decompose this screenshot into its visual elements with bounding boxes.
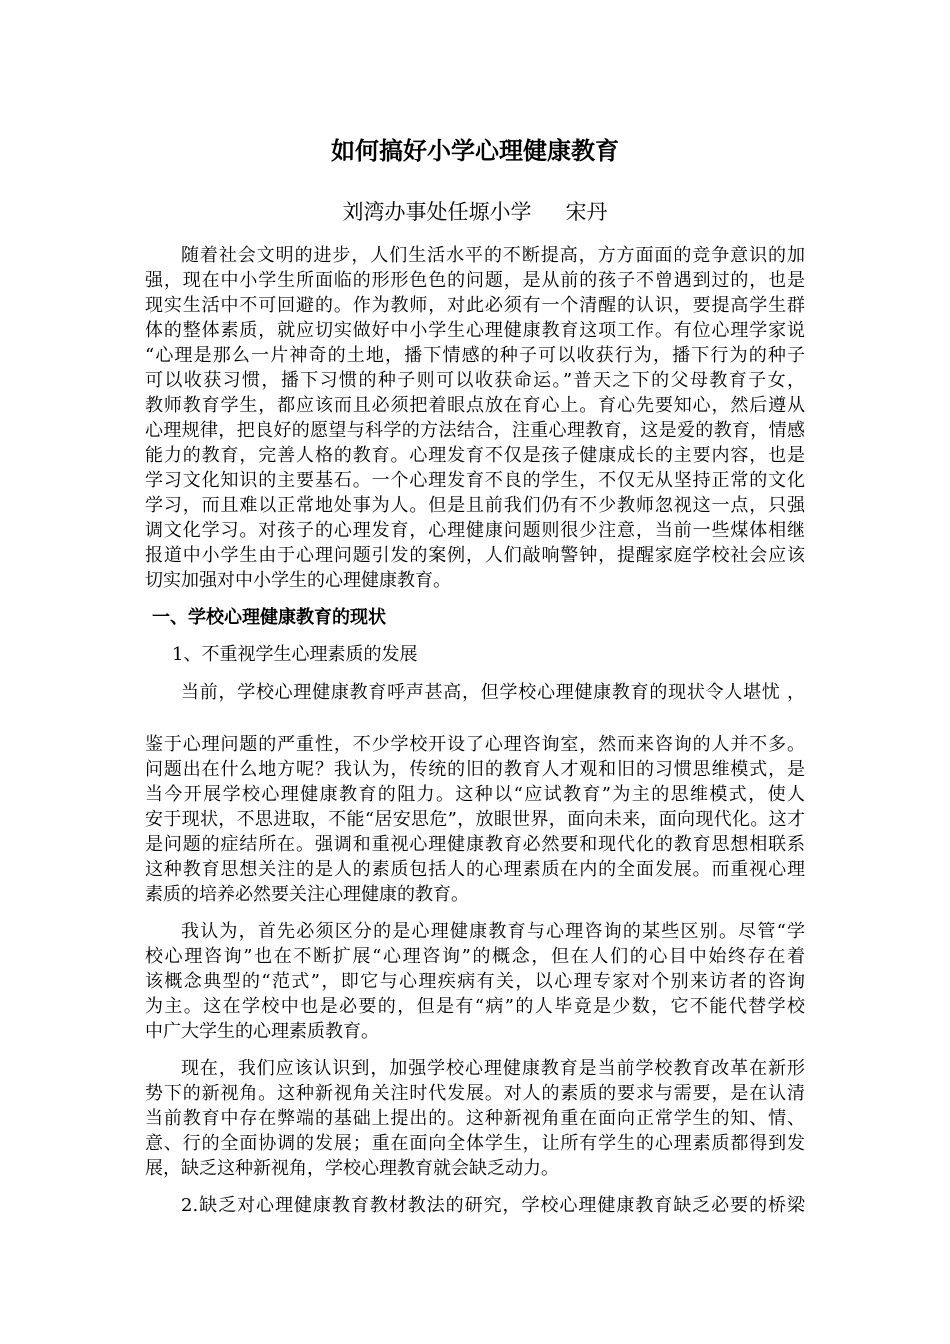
text-line: 心理规律，把良好的愿望与科学的方法结合，注重心理教育，这是爱的教育，情感 bbox=[145, 420, 805, 441]
text-line: 随着社会文明的进步，人们生活水平的不断提高，方方面面的竞争意识的加 bbox=[181, 245, 805, 266]
text-line: 报道中小学生由于心理问题引发的案例，人们敲响警钟，提醒家庭学校社会应该 bbox=[145, 545, 805, 566]
subsection-heading: 1、不重视学生心理素质的发展 bbox=[172, 644, 418, 665]
text-line: 现在，我们应该认识到，加强学校心理健康教育是当前学校教育改革在新形 bbox=[181, 1058, 805, 1079]
section-heading: 一、学校心理健康教育的现状 bbox=[152, 607, 386, 628]
text-line: 该概念典型的“范式”，即它与心理疾病有关，以心理专家对个别来访者的咨询 bbox=[145, 971, 805, 992]
text-line: 安于现状，不思进取，不能“居安思危”，放眼世界，面向未来，面向现代化。这才 bbox=[145, 809, 805, 830]
author-name: 宋丹 bbox=[565, 200, 608, 224]
text-line: 2.缺乏对心理健康教育教材教法的研究，学校心理健康教育缺乏必要的桥梁 bbox=[181, 1195, 805, 1216]
text-line: 当前，学校心理健康教育呼声甚高，但学校心理健康教育的现状令人堪忧 ， bbox=[181, 682, 805, 703]
text-line: 当今开展学校心理健康教育的阻力。这种以“应试教育”为主的思维模式，使人 bbox=[145, 784, 805, 805]
text-line: 势下的新视角。这种新视角关注时代发展。对人的素质的要求与需要，是在认清 bbox=[145, 1083, 805, 1104]
text-line: 体的整体素质，就应切实做好中小学生心理健康教育这项工作。有位心理学家说 bbox=[145, 320, 805, 341]
text-line: 我认为，首先必须区分的是心理健康教育与心理咨询的某些区别。尽管“学 bbox=[181, 921, 805, 942]
text-line: 素质的培养必然要关注心理健康的教育。 bbox=[145, 884, 469, 905]
document-title: 如何搞好小学心理健康教育 bbox=[331, 136, 619, 165]
text-line: 展，缺乏这种新视角，学校心理教育就会缺乏动力。 bbox=[145, 1158, 559, 1179]
text-line: 能力的教育，完善人格的教育。心理发育不仅是孩子健康成长的主要内容，也是 bbox=[145, 445, 805, 466]
text-line: 当前教育中存在弊端的基础上提出的。这种新视角重在面向正常学生的知、情、 bbox=[145, 1108, 805, 1129]
author-byline bbox=[0, 198, 950, 226]
text-line: “心理是那么一片神奇的土地，播下情感的种子可以收获行为，播下行为的种子 bbox=[145, 345, 805, 366]
text-line: 鉴于心理问题的严重性，不少学校开设了心理咨询室，然而来咨询的人并不多。 bbox=[145, 734, 805, 755]
text-line: 问题出在什么地方呢？我认为，传统的旧的教育人才观和旧的习惯思维模式，是 bbox=[145, 759, 805, 780]
text-line: 校心理咨询”也在不断扩展“心理咨询”的概念，但在人们的心目中始终存在着 bbox=[145, 946, 805, 967]
text-line: 切实加强对中小学生的心理健康教育。 bbox=[145, 570, 451, 591]
text-line: 是问题的症结所在。强调和重视心理健康教育必然要和现代化的教育思想相联系 bbox=[145, 834, 805, 855]
text-line: 这种教育思想关注的是人的素质包括人的心理素质在内的全面发展。而重视心理 bbox=[145, 859, 805, 880]
text-line: 强，现在中小学生所面临的形形色色的问题，是从前的孩子不曾遇到过的，也是 bbox=[145, 270, 805, 291]
text-line: 可以收获习惯，播下习惯的种子则可以收获命运。”普天之下的父母教育子女， bbox=[145, 370, 805, 391]
text-line: 教师教育学生，都应该而且必须把着眼点放在育心上。育心先要知心，然后遵从 bbox=[145, 395, 805, 416]
text-line: 学习文化知识的主要基石。一个心理发育不良的学生，不仅无从坚持正常的文化 bbox=[145, 470, 805, 491]
text-line: 学习，而且难以正常地处事为人。但是且前我们仍有不少教师忽视这一点，只强 bbox=[145, 495, 805, 516]
text-line: 为主。这在学校中也是必要的，但是有“病”的人毕竟是少数，它不能代替学校 bbox=[145, 996, 805, 1017]
text-line: 中广大学生的心理素质教育。 bbox=[145, 1021, 379, 1042]
text-line: 调文化学习。对孩子的心理发育，心理健康问题则很少注意，当前一些煤体相继 bbox=[145, 520, 805, 541]
text-line: 现实生活中不可回避的。作为教师，对此必须有一个清醒的认识，要提高学生群 bbox=[145, 295, 805, 316]
school-name: 刘湾办事处任塬小学 bbox=[342, 200, 532, 224]
text-line: 意、行的全面协调的发展；重在面向全体学生，让所有学生的心理素质都得到发 bbox=[145, 1133, 805, 1154]
